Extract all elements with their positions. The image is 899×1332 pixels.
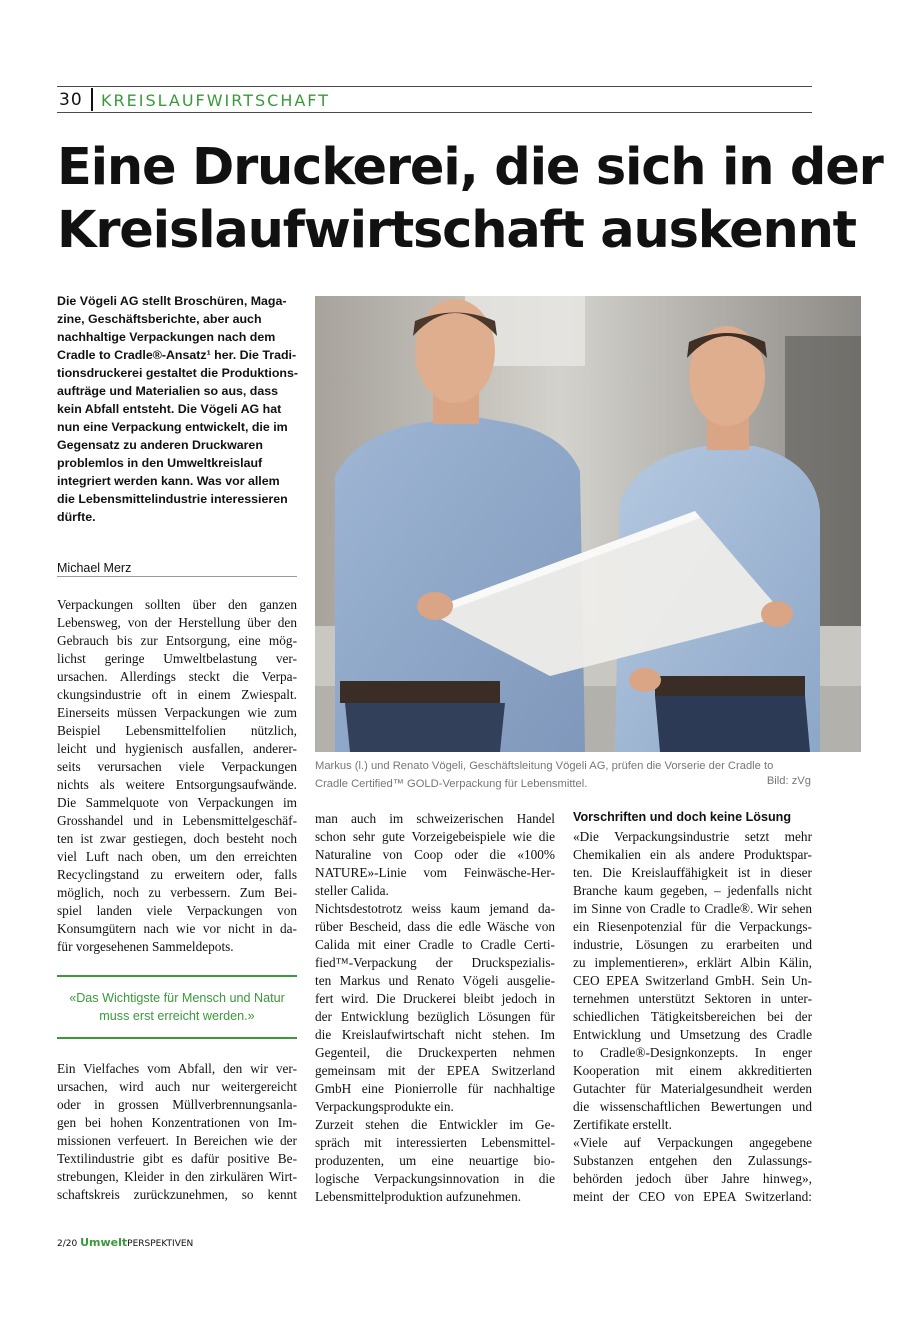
lead-line: die Lebensmittelindustrie interessieren [57, 492, 288, 506]
lead-line: nachhaltige Verpackungen nach dem [57, 330, 276, 344]
headline [57, 136, 883, 262]
body-line: schiedlichen Tätigkeitsbereichen bei der [573, 1009, 812, 1024]
body-line: Gebrauch bis zur Entsorgung, eine mög- [57, 633, 297, 648]
body-line: seits verursachen viele Verpackungen [57, 759, 297, 774]
body-line: steller Calida. [315, 883, 389, 898]
body-line: ternehmen unterstützt Sektoren in unter- [573, 991, 812, 1006]
footer [57, 1236, 193, 1249]
body-line: Gutachter für Materialgesundheit werden [573, 1081, 812, 1096]
body-line: ten. Die Kreislauffähigkeit ist in dieser [573, 865, 812, 880]
body-line: strebungen, Kleider in den zirkulären Wirt- [57, 1169, 297, 1184]
body-line: lichst geringe Umweltbelastung ver- [57, 651, 297, 666]
magazine-brand: Umwelt [80, 1236, 128, 1249]
magazine-brand-suffix: PERSPEKTIVEN [127, 1239, 194, 1249]
body-line: «Die Verpackungsindustrie setzt mehr [573, 829, 812, 844]
pullquote-rule-bottom [57, 1037, 297, 1039]
body-line: Gegenteil, die Druckexperten nehmen [315, 1045, 555, 1060]
pullquote-rule-top [57, 975, 297, 977]
body-line: GmbH eine Pionierrolle für nachhaltige [315, 1081, 555, 1096]
issue-number: 2/20 [57, 1239, 78, 1249]
body-line: gen bei hohen Konzentrationen von Im- [57, 1115, 297, 1130]
body-line: leicht und hygienisch ausfallen, anderer- [57, 741, 297, 756]
body-line: im Sinne von Cradle to Cradle®. Wir sehen [573, 901, 812, 916]
body-line: die Kreislaufwirtschaft nicht stehen. Im [315, 1027, 555, 1042]
pullquote-line: muss erst erreicht werden.» [99, 1009, 255, 1023]
body-column-3 [573, 828, 812, 1206]
body-line: produzenten, um eine neuartige bio- [315, 1153, 555, 1168]
body-line: Ein Vielfaches vom Abfall, den wir ver- [57, 1061, 297, 1076]
body-line: behörden jedoch über Jahre hinweg», [573, 1171, 812, 1186]
body-line: Lebensmittelproduktion aufzunehmen. [315, 1189, 522, 1204]
body-line: möglich, noch zu verbessern. Zum Bei- [57, 885, 297, 900]
header-rule-bottom [57, 112, 812, 113]
body-line: Calida mit einer Cradle to Cradle Certi- [315, 937, 555, 952]
body-line: Textilindustrie gibt es dafür positive Be- [57, 1151, 297, 1166]
body-line: Einerseits müssen Verpackungen wie zum [57, 705, 297, 720]
lead-line: aufträge und Materialien so aus, dass [57, 384, 279, 398]
photo-caption [315, 757, 812, 793]
body-line: Entwicklung und Umsetzung des Cradle [573, 1027, 812, 1042]
body-line: CEO EPEA Switzerland GmbH. Sein Un- [573, 973, 812, 988]
body-line: Recyclingstand zu erweitern oder, falls [57, 867, 297, 882]
body-line: rüber Bescheid, dass die edle Wäsche von [315, 919, 555, 934]
body-line: Verpackungsprodukte ein. [315, 1099, 454, 1114]
body-line: ein Riesenpotenzial für die Verpackungs- [573, 919, 812, 934]
lead-paragraph [57, 292, 297, 526]
body-line: Naturaline von Coop oder die «100% [315, 847, 555, 862]
pullquote-line: «Das Wichtigste für Mensch und Natur [69, 991, 285, 1005]
lead-line: nun eine Verpackung entwickelt, die im [57, 420, 288, 434]
lead-line: problemlos in den Umweltkreislauf [57, 456, 263, 470]
body-line: ten ist zwar gestiegen, doch besteht noch [57, 831, 297, 846]
body-line: Zurzeit stehen die Entwickler im Ge- [315, 1117, 555, 1132]
body-line: Verpackungen sollten über den ganzen [57, 597, 297, 612]
body-line: meint der CEO von EPEA Switzerland: [573, 1189, 812, 1204]
caption-line: Markus (l.) und Renato Vögeli, Geschäftsleitung Vögeli AG, prüfen die Vorserie der Cradle to [315, 760, 774, 772]
body-line: Substanzen entgehen den Zulassungs- [573, 1153, 812, 1168]
body-line: «Viele auf Verpackungen angegebene [573, 1135, 812, 1150]
body-line: spiel landen viele Verpackungen von [57, 903, 297, 918]
body-line: für vorgesehenen Sammeldepots. [57, 939, 234, 954]
caption-line: Cradle Certified™ GOLD-Verpackung für Lebensmittel. [315, 778, 588, 790]
body-line: ten Markus und Renato Vögeli ausgelie- [315, 973, 555, 988]
lead-line: Gegensatz zu anderen Druckwaren [57, 438, 263, 452]
header-rule-top [57, 86, 812, 87]
article-photo [315, 296, 861, 752]
body-line: fert wird. Die Druckerei bleibt jedoch in [315, 991, 555, 1006]
page-number: 30 [59, 90, 83, 110]
body-line: gemeinsam mit der EPEA Switzerland [315, 1063, 555, 1078]
body-line: Lebensweg, von der Herstellung über den [57, 615, 297, 630]
body-line: Kooperation mit einem akkreditierten [573, 1063, 812, 1078]
body-line: ursachen, wird auch nur weitergereicht [57, 1079, 297, 1094]
section-label: KREISLAUFWIRTSCHAFT [101, 91, 330, 110]
body-line: Grosshandel und in Lebensmittelgeschäf- [57, 813, 297, 828]
lead-line: zine, Geschäftsberichte, aber auch [57, 312, 262, 326]
body-line: industrie, Lösungen zu erarbeiten und [573, 937, 812, 952]
body-column-1-bottom [57, 1060, 297, 1204]
body-line: schon sehr gute Vorzeigebeispiele wie die [315, 829, 555, 844]
body-column-2 [315, 810, 555, 1206]
column-3-subhead: Vorschriften und doch keine Lösung [573, 810, 792, 824]
body-line: der Entwicklung bezüglich Lösungen für [315, 1009, 555, 1024]
body-line: ursachen. Allerdings steckt die Verpa- [57, 669, 297, 684]
lead-line: tionsdruckerei gestaltet die Produktions- [57, 366, 298, 380]
body-line: zu implementieren», erklärt Albin Kälin, [573, 955, 812, 970]
lead-line: integriert werden kann. Was vor allem [57, 474, 280, 488]
body-line: Konsumgütern nach wie vor nicht in da- [57, 921, 297, 936]
author-rule [57, 576, 297, 577]
body-line: missionen verfeuert. In Bereichen wie der [57, 1133, 297, 1148]
body-line: Beispiel Lebensmittelfolien nützlich, [57, 723, 297, 738]
body-line: viel Luft nach oben, um den erreichten [57, 849, 297, 864]
body-line: schaftskreis zurückzunehmen, so kennt [57, 1187, 297, 1202]
lead-line: dürfte. [57, 510, 96, 524]
body-line: to Cradle®-Designkonzepts. In enger [573, 1045, 812, 1060]
body-line: NATURE»-Linie vom Feinwäsche-Her- [315, 865, 555, 880]
body-line: man auch im schweizerischen Handel [315, 811, 555, 826]
body-line: Chemikalien ein als andere Produktspar- [573, 847, 812, 862]
body-line: oder in grossen Müllverbrennungsanla- [57, 1097, 297, 1112]
body-line: ckungsindustrie oft in einem Zwiespalt. [57, 687, 297, 702]
headline-line: Kreislaufwirtschaft auskennt [57, 201, 856, 260]
lead-line: Die Vögeli AG stellt Broschüren, Maga- [57, 294, 287, 308]
body-line: Branche kaum gegeben, – jedenfalls nicht [573, 883, 812, 898]
lead-line: Cradle to Cradle®-Ansatz¹ her. Die Tradi- [57, 348, 297, 362]
body-line: Die Sammelquote von Verpackungen im [57, 795, 297, 810]
body-line: fied™-Verpackung der Druckspezialis- [315, 955, 555, 970]
body-column-1-top [57, 596, 297, 956]
body-line: Nichtsdestotrotz weiss kaum jemand da- [315, 901, 555, 916]
body-line: logische Verpackungsinnovation in die [315, 1171, 555, 1186]
body-line: die wissenschaftlichen Bewertungen und [573, 1099, 812, 1114]
header-separator [91, 88, 93, 111]
photo-credit: Bild: zVg [766, 775, 811, 787]
body-line: spräch mit interessierten Lebensmittel- [315, 1135, 555, 1150]
body-line: nichts als weitere Entsorgungsaufwände. [57, 777, 297, 792]
pullquote [57, 989, 297, 1025]
body-line: Zertifikate erstellt. [573, 1117, 672, 1132]
lead-line: kein Abfall entsteht. Die Vögeli AG hat [57, 402, 282, 416]
headline-line: Eine Druckerei, die sich in der [57, 138, 883, 197]
author-byline: Michael Merz [57, 561, 132, 575]
